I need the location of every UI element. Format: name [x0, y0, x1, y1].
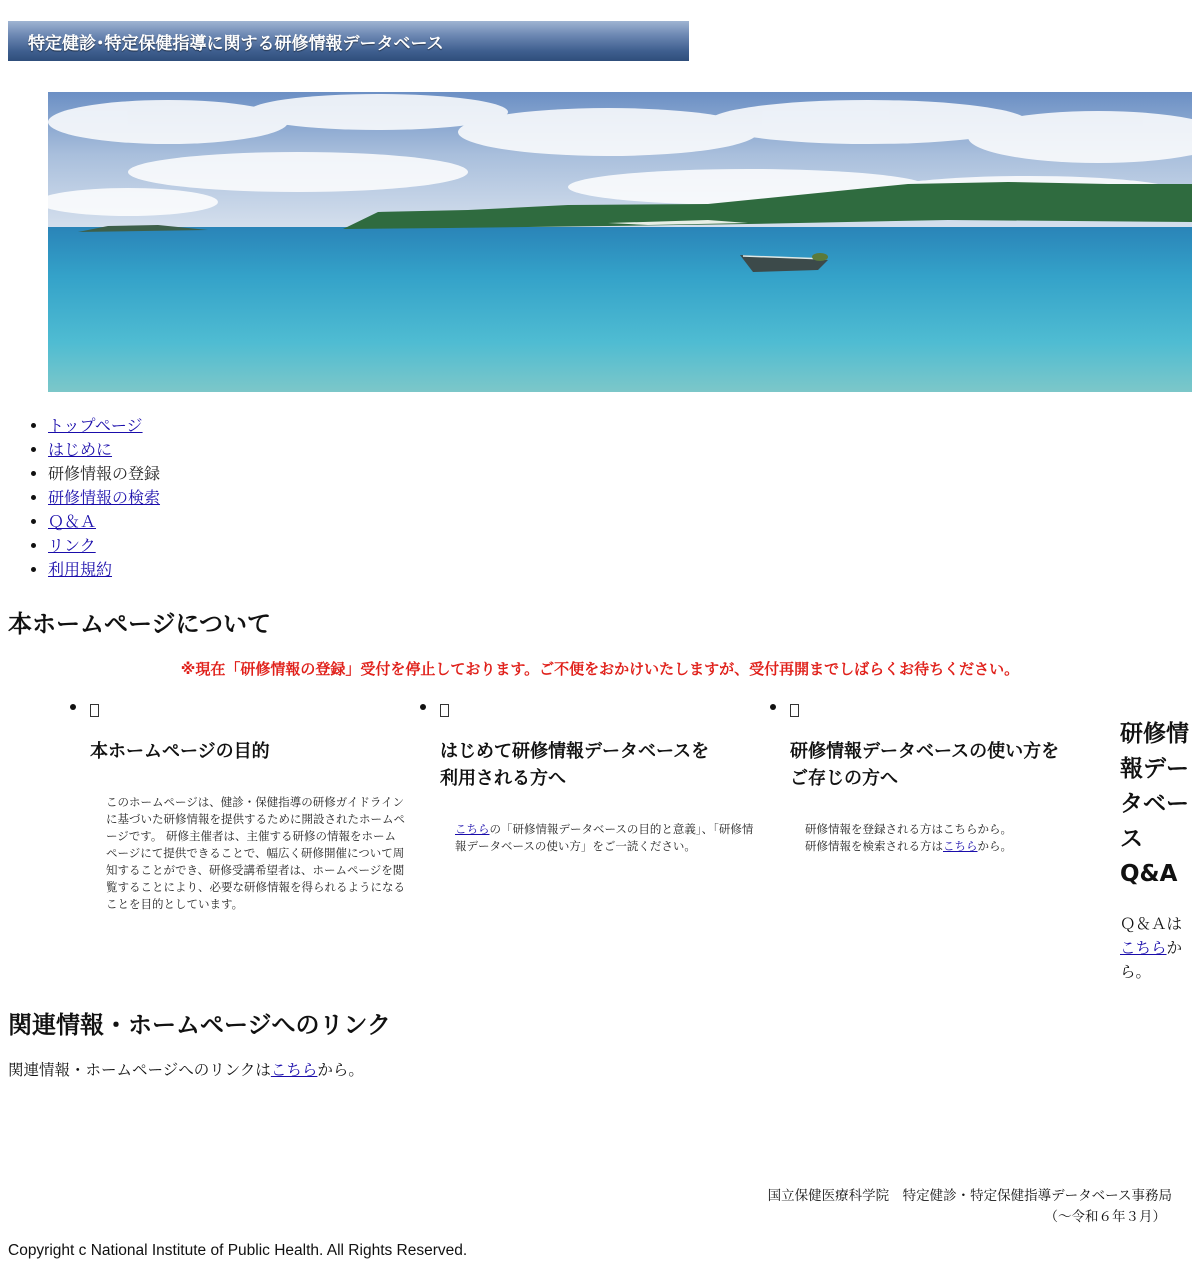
- first-time-column: [420, 700, 760, 853]
- experienced-text: [805, 821, 1105, 855]
- nav-label-register: 研修情報の登録: [48, 464, 161, 483]
- links-heading: 関連情報・ホームページへのリンク: [8, 1011, 392, 1039]
- nav-link-links[interactable]: リンク: [48, 536, 96, 555]
- list-bullet: [420, 700, 760, 722]
- site-title-banner: [8, 21, 689, 61]
- site-title: 特定健診･特定保健指導に関する研修情報データベース: [28, 33, 444, 54]
- qa-text-after: から。: [1120, 939, 1183, 981]
- main-nav: [8, 414, 160, 582]
- purpose-text: このホームページは、健診・保健指導の研修ガイドラインに基づいた研修情報を提供するために開設されたホームページです。 研修主催者は、主催する研修の情報をホームページにて提供できることで、幅広く研修開催について周知することができ、研修受講希望者は、ホームページを閲覧することにより、必要な研修情報を得られるようになることを目的としています。: [106, 795, 405, 911]
- first-time-text-after: の「研修情報データベースの目的と意義」、「研修情報データベースの使い方」をご一読ください。: [455, 822, 754, 853]
- nav-link-top[interactable]: トップページ: [48, 416, 143, 435]
- missing-image-icon: [790, 704, 799, 717]
- experienced-heading: [790, 738, 1110, 792]
- bullet-dot: [770, 704, 776, 710]
- experienced-heading-line1: 研修情報データベースの使い方を: [790, 741, 1060, 762]
- links-text: [8, 1058, 364, 1080]
- first-time-heading-line1: はじめて研修情報データベースを: [440, 741, 710, 762]
- footer-date: （～令和６年３月）: [1044, 1209, 1166, 1225]
- search-line-after: から。: [977, 839, 1012, 853]
- list-bullet: [70, 700, 410, 722]
- nav-item-intro[interactable]: [48, 438, 160, 462]
- qa-text-before: Ｑ＆Ａは: [1120, 915, 1183, 933]
- search-line-before: 研修情報を検索される方は: [805, 839, 943, 853]
- first-time-heading-line2: 利用される方へ: [440, 768, 566, 789]
- nav-link-search[interactable]: 研修情報の検索: [48, 488, 161, 507]
- missing-image-icon: [90, 704, 99, 717]
- nav-item-qa[interactable]: [48, 510, 160, 534]
- copyright: Copyright c National Institute of Public Health. All Rights Reserved.: [8, 1242, 468, 1259]
- list-bullet: [770, 700, 1110, 722]
- links-text-after: から。: [317, 1061, 364, 1079]
- first-time-heading: [440, 738, 770, 792]
- footer-organization: [768, 1186, 1172, 1228]
- footer-org-name: 国立保健医療科学院 特定健診・特定保健指導データベース事務局: [767, 1188, 1172, 1204]
- purpose-heading: [90, 738, 410, 765]
- missing-image-icon: [440, 704, 449, 717]
- nav-link-qa[interactable]: Ｑ＆Ａ: [48, 512, 97, 531]
- links-link[interactable]: こちら: [270, 1061, 318, 1079]
- nav-item-terms[interactable]: [48, 558, 160, 582]
- register-line: 研修情報を登録される方はこちらから。: [805, 822, 1012, 836]
- seascape-photo: [48, 92, 1192, 392]
- first-time-link[interactable]: こちら: [455, 822, 490, 836]
- bullet-dot: [70, 704, 76, 710]
- qa-heading: 研修情報データベースQ&A: [1120, 721, 1189, 887]
- purpose-column: [70, 700, 410, 911]
- nav-item-top[interactable]: [48, 414, 160, 438]
- links-text-before: 関連情報・ホームページへのリンクは: [8, 1061, 271, 1079]
- bullet-dot: [420, 704, 426, 710]
- nav-item-search[interactable]: [48, 486, 160, 510]
- nav-item-links[interactable]: [48, 534, 160, 558]
- about-heading: 本ホームページについて: [8, 610, 272, 638]
- qa-link[interactable]: こちら: [1120, 939, 1167, 957]
- registration-suspended-notice: ※現在「研修情報の登録」受付を停止しております。ご不便をおかけいたしますが、受付再開までしばらくお待ちください。: [180, 660, 1020, 678]
- experienced-heading-line2: ご存じの方へ: [790, 768, 898, 789]
- nav-link-terms[interactable]: 利用規約: [48, 560, 113, 579]
- hero-image: [48, 92, 1192, 392]
- search-link[interactable]: こちら: [943, 839, 978, 853]
- purpose-heading-text: 本ホームページの目的: [90, 741, 270, 762]
- first-time-text: [455, 821, 757, 855]
- experienced-column: [770, 700, 1110, 853]
- nav-link-intro[interactable]: はじめに: [48, 440, 113, 459]
- qa-text: [1120, 912, 1192, 984]
- nav-item-register: [48, 462, 160, 486]
